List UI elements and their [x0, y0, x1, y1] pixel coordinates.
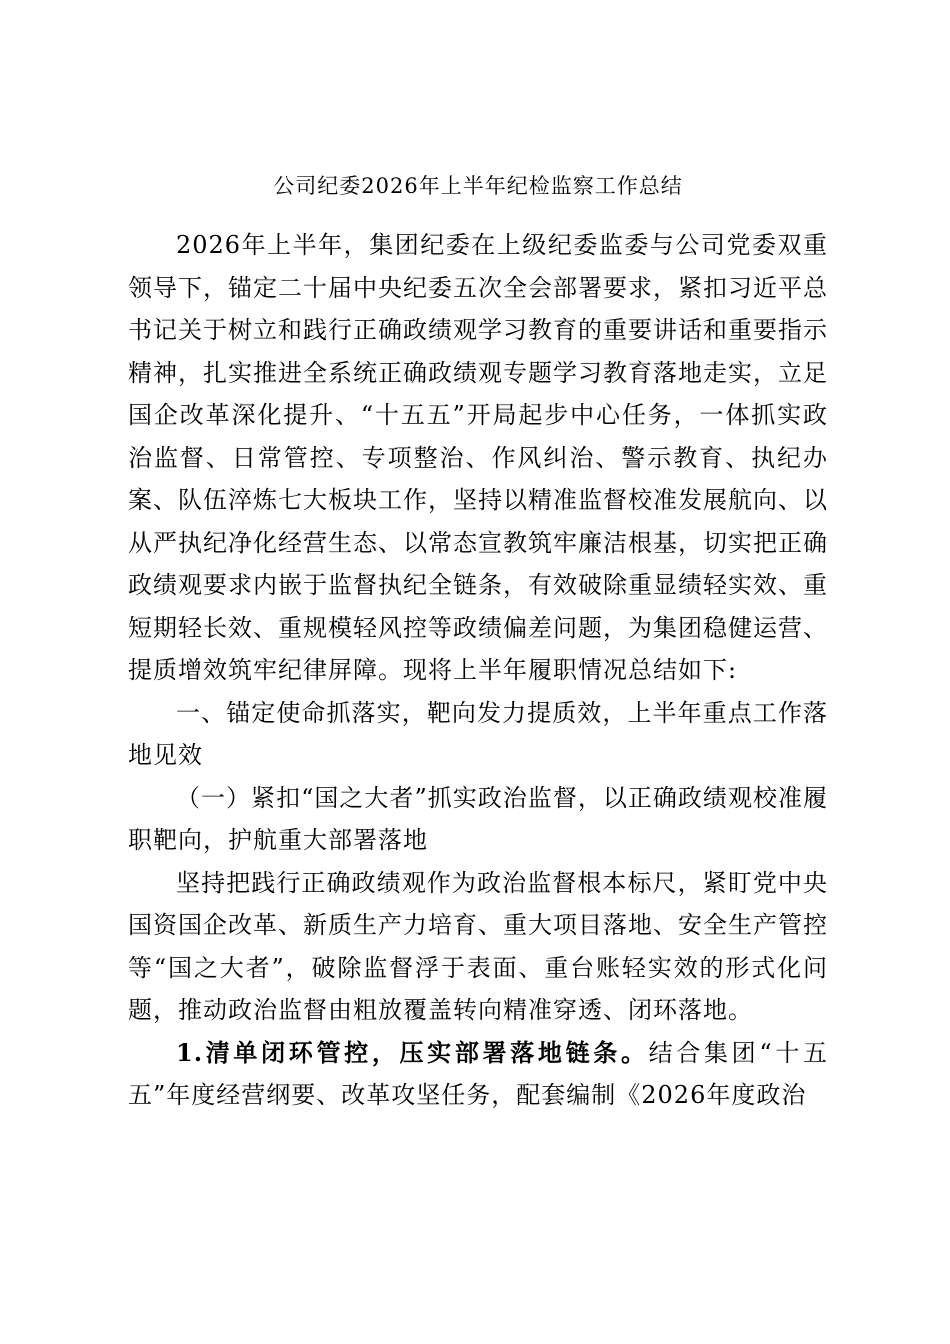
numbered-item-1: [128, 1032, 828, 1117]
numbered-item-1-text: 结合集团“十五五”年度经营纲要、改革攻坚任务，配套编制《2026年度政治: [128, 1038, 828, 1109]
section-heading-1: 一、锚定使命抓落实，靶向发力提质效，上半年重点工作落地见效: [128, 698, 828, 769]
subsection-heading-1: （一）紧扣“国之大者”抓实政治监督，以正确政绩观校准履职靶向，护航重大部署落地: [128, 783, 828, 854]
document-title: 公司纪委2026年上半年纪检监察工作总结: [273, 174, 683, 198]
numbered-item-1-lead: 1.清单闭环管控，压实部署落地链条。: [176, 1037, 649, 1067]
document-body: [128, 166, 828, 1117]
intro-paragraph: 2026年上半年，集团纪委在上级纪委监委与公司党委双重领导下，锚定二十届中央纪委五次全会部署要求，紧扣习近平总书记关于树立和践行正确政绩观学习教育的重要讲话和重要指示精神，扎实推进全系统正确政绩观专题学习教育落地走实，立足国企改革深化提升、“十五五”开局起步中心任务，一体抓实政治监督、日常管控、专项整治、作风纠治、警示教育、执纪办案、队伍淬炼七大板块工作，坚持以精准监督校准发展航向、以从严执纪净化经营生态、以常态宣教筑牢廉洁根基，切实把正确政绩观要求内嵌于监督执纪全链条，有效破除重显绩轻实效、重短期轻长效、重规模轻风控等政绩偏差问题，为集团稳健运营、提质增效筑牢纪律屏障。现将上半年履职情况总结如下:: [128, 231, 828, 684]
body-paragraph: 坚持把践行正确政绩观作为政治监督根本标尺，紧盯党中央国资国企改革、新质生产力培育、重大项目落地、安全生产管控等“国之大者”，破除监督浮于表面、重台账轻实效的形式化问题，推动政治监督由粗放覆盖转向精准穿透、闭环落地。: [128, 868, 828, 1024]
